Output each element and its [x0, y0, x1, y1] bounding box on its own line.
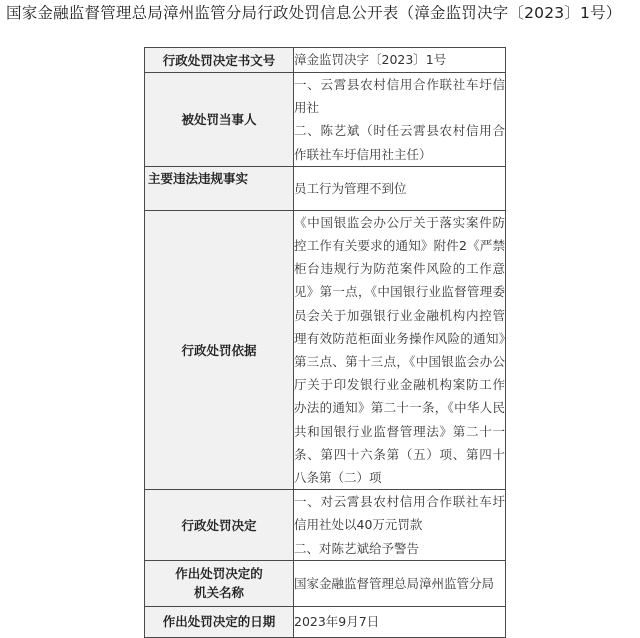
table-row-decision-date — [145, 606, 506, 637]
table-row-decision-number — [145, 48, 506, 73]
penalty-decision-line-1: 一、对云霄县农村信用合作联社车圩信用社处以40万元罚款 — [294, 494, 505, 533]
row-label-penalized-party: 被处罚当事人 — [145, 73, 294, 167]
penalty-info-table — [144, 47, 506, 638]
row-value-penalized-party — [294, 73, 506, 167]
row-value-issuing-authority: 国家金融监督管理总局漳州监管分局 — [294, 560, 506, 606]
row-label-legal-basis: 行政处罚依据 — [145, 210, 294, 489]
table-row-issuing-authority — [145, 560, 506, 606]
row-label-penalty-decision: 行政处罚决定 — [145, 490, 294, 561]
penalized-party-line-1: 一、云霄县农村信用合作联社车圩信用社 — [294, 77, 505, 116]
penalized-party-line-2: 二、陈艺斌（时任云霄县农村信用合作联社车圩信用社主任） — [294, 123, 505, 162]
table-row-legal-basis — [145, 210, 506, 489]
row-label-violation-facts: 主要违法违规事实 — [145, 166, 294, 210]
document-title: 国家金融监督管理总局漳州监管分局行政处罚信息公开表（漳金监罚决字〔2023〕1号） — [6, 4, 622, 22]
issuing-authority-label-line-1: 作出处罚决定的 — [175, 566, 263, 582]
issuing-authority-label-line-2: 机关名称 — [193, 585, 244, 601]
table-row-penalty-decision — [145, 490, 506, 561]
row-label-issuing-authority — [145, 560, 294, 606]
penalty-decision-line-2: 二、对陈艺斌给予警告 — [294, 540, 420, 556]
row-label-decision-number: 行政处罚决定书文号 — [145, 48, 294, 73]
row-label-decision-date: 作出处罚决定的日期 — [145, 606, 294, 637]
table-row-violation-facts — [145, 166, 506, 210]
table-row-penalized-party — [145, 73, 506, 167]
row-value-penalty-decision — [294, 490, 506, 561]
row-value-decision-number: 漳金监罚决字〔2023〕1号 — [294, 48, 506, 73]
row-value-violation-facts: 员工行为管理不到位 — [294, 166, 506, 210]
row-value-decision-date: 2023年9月7日 — [294, 606, 506, 637]
row-value-legal-basis: 《中国银监会办公厅关于落实案件防控工作有关要求的通知》附件2《严禁柜台违规行为防范案件风险的工作意见》第一点，《中国银行业监督管理委员会关于加强银行业金融机构内控管理有效防范柜面业务操作风险的通知》第三点、第十三点，《中国银监会办公厅关于印发银行业金融机构案防工作办法的通知》第二十一条，《中华人民共和国银行业监督管理法》第二十一条、第四十六条第（五）项、第四十八条第（二）项 — [294, 210, 506, 489]
